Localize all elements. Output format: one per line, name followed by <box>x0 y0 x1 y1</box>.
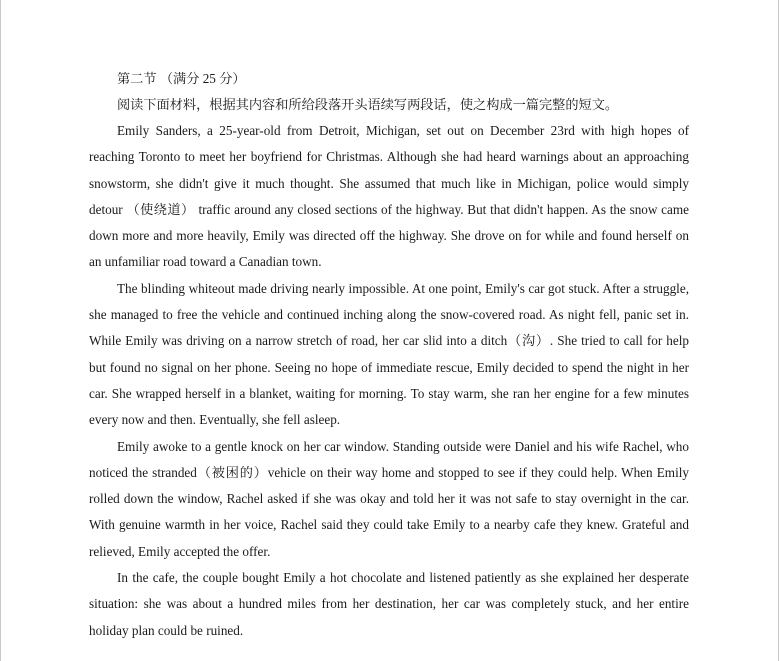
section-instruction: 阅读下面材料，根据其内容和所给段落开头语续写两段话，使之构成一篇完整的短文。 <box>117 97 619 112</box>
document-body <box>89 66 689 644</box>
story-paragraph-1: Emily Sanders, a 25-year-old from Detroit, Michigan, set out on December 23rd with high hopes of reaching Toronto to meet her boyfriend for Christmas. Although she had heard warnings about an approaching snowstorm, she didn't give it much thought. She assumed that much like in Michigan, police would simply detour （使绕道） traffic around any closed sections of the highway. But that didn't happen. As the snow came down more and more heavily, Emily was directed off the highway. She drove on for while and found herself on an unfamiliar road toward a Canadian town. <box>89 123 689 270</box>
page-left-border <box>0 0 1 661</box>
story-paragraph-3: Emily awoke to a gentle knock on her car window. Standing outside were Daniel and his wife Rachel, who noticed the stranded（被困的）vehicle on their way home and stopped to see if they could help. When Emily rolled down the window, Rachel asked if she was okay and told her it was not safe to stay overnight in the car. With genuine warmth in her voice, Rachel said they could take Emily to a nearby cafe they knew. Grateful and relieved, Emily accepted the offer. <box>89 438 689 559</box>
story-paragraph-2: The blinding whiteout made driving nearly impossible. At one point, Emily's car got stuck. After a struggle, she managed to free the vehicle and continued inching along the snow-covered road. As night fell, panic set in. While Emily was driving on a narrow stretch of road, her car slid into a ditch（沟）. She tried to call for help but found no signal on her phone. Seeing no hope of immediate rescue, Emily decided to spend the night in her car. She wrapped herself in a blanket, waiting for morning. To stay warm, she ran her engine for a few minutes every now and then. Eventually, she fell asleep. <box>89 280 689 428</box>
story-paragraph-4: In the cafe, the couple bought Emily a hot chocolate and listened patiently as she explained her desperate situation: she was about a hundred miles from her destination, her car was completely stuck, and her entire holiday plan could be ruined. <box>89 570 689 638</box>
section-heading: 第二节 （满分 25 分） <box>117 71 246 86</box>
